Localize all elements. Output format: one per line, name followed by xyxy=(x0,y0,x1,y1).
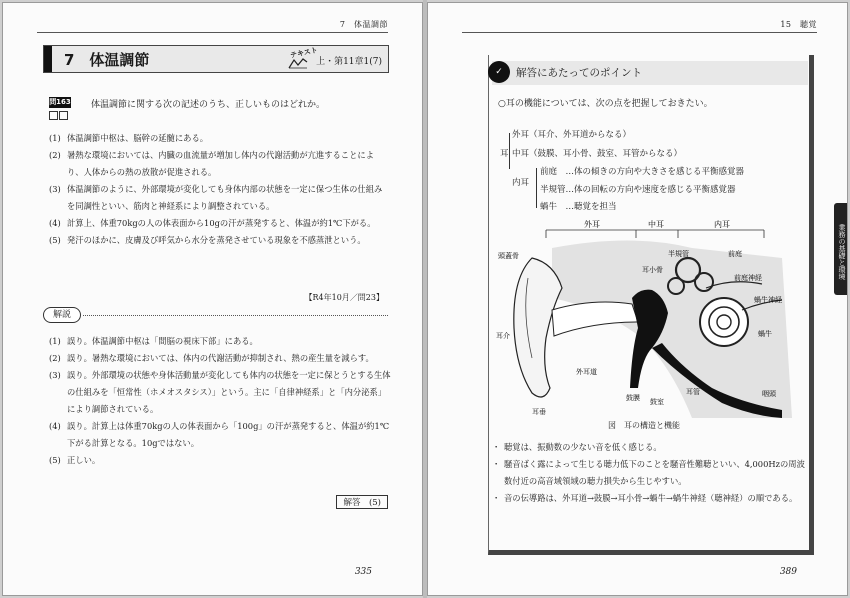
right-page xyxy=(427,2,848,596)
answer-box: 解答 (5) xyxy=(336,495,388,509)
bullet-item: ・ 騒音ばく露によって生じる聴力低下のことを騒音性難聴といい、4,000Hzの周波数付近の高音域領域の聴力損失から生じやすい。 xyxy=(492,459,805,486)
running-head: 7 体温調節 xyxy=(339,20,388,29)
option-item: (2) 暑熱な環境においては、内臓の血流量が増加し体内の代謝活動が亢進することにより、人体からの熱の放散が促進される。 xyxy=(49,150,374,177)
textbook-reference: 上・第11章1(7) xyxy=(316,57,382,67)
checkbox-row xyxy=(49,111,68,120)
region-middle-ear: 中耳 xyxy=(648,220,664,229)
question-source: 【R4年10月／問23】 xyxy=(304,293,384,302)
running-head-rule xyxy=(37,32,388,33)
label-cochlea: 蝸牛 xyxy=(758,330,772,338)
checkmark-icon: ✓ xyxy=(488,61,510,83)
page-number: 335 xyxy=(354,567,372,577)
point-intro: ○耳の機能については、次の点を把握しておきたい。 xyxy=(498,99,713,109)
pencil-icon xyxy=(288,58,308,69)
region-inner-ear: 内耳 xyxy=(714,220,730,229)
option-item: (4) 計算上、体重70kgの人の体表面から10gの汗が蒸発すると、体温が約1℃下がる。 xyxy=(49,218,376,228)
explanation-item: (3) 誤り。外部環境の状態や身体活動量が変化しても体内の状態を一定に保とうとする生体の仕組みを「恒常性（ホメオスタシス）」という。主に「自律神経系」と「内分泌系」により調節されている。 xyxy=(49,370,391,414)
label-semicircular: 半規管 xyxy=(668,250,689,258)
side-index-tab[interactable]: 業務の基礎と環境 xyxy=(834,203,847,295)
point-bullets xyxy=(492,439,808,507)
label-eustachian: 耳管 xyxy=(686,388,700,396)
label-vestibule: 前庭 xyxy=(728,250,742,258)
textbook-label: テキスト xyxy=(289,45,319,60)
checkbox[interactable] xyxy=(59,111,68,120)
ear-diagram xyxy=(492,218,810,423)
explanation-item: (1) 誤り。体温調節中枢は「間脳の視床下部」にある。 xyxy=(49,336,258,346)
tree-inner-item: 蝸牛 …聴覚を担当 xyxy=(540,202,617,212)
explanation-rule xyxy=(83,315,388,316)
left-page xyxy=(2,2,423,596)
label-skull: 頭蓋骨 xyxy=(498,252,519,260)
chapter-marker xyxy=(44,46,52,72)
tree-bracket xyxy=(509,133,510,169)
label-eardrum: 鼓膜 xyxy=(626,394,640,402)
option-item: (1) 体温調節中枢は、脳幹の延髄にある。 xyxy=(49,133,209,143)
explanation-item: (2) 誤り。暑熱な環境においては、体内の代謝活動が抑制され、熱の産生量を減らす。 xyxy=(49,353,374,363)
running-head-rule xyxy=(462,32,817,33)
tree-outer-ear: 外耳（耳介、外耳道からなる） xyxy=(512,130,632,140)
tree-inner-ear: 内耳 xyxy=(512,178,530,188)
question-options xyxy=(49,130,389,249)
tree-middle-ear: 中耳（鼓膜、耳小骨、鼓室、耳管からなる） xyxy=(512,149,683,159)
tree-bracket xyxy=(536,168,537,208)
tree-inner-item: 半規管…体の回転の方向や速度を感じる平衡感覚器 xyxy=(540,185,736,195)
question-stem: 体温調節に関する次の記述のうち、正しいものはどれか。 xyxy=(91,100,326,110)
page-number: 389 xyxy=(779,567,797,577)
bullet-item: ・ 音の伝導路は、外耳道→鼓膜→耳小骨→蝸牛→蝸牛神経（聴神経）の順である。 xyxy=(492,493,798,503)
label-ear-canal: 外耳道 xyxy=(576,368,597,376)
option-item: (3) 体温調節のように、外部環境が変化しても身体内部の状態を一定に保つ生体の仕組みを同調性といい、筋肉と神経系により調整されている。 xyxy=(49,184,383,211)
option-item: (5) 発汗のほかに、皮膚及び呼気から水分を蒸発させている現象を不感蒸泄という。 xyxy=(49,235,366,245)
label-ossicles: 耳小骨 xyxy=(642,266,663,274)
tree-inner-item: 前庭 …体の傾きの方向や大きさを感じる平衡感覚器 xyxy=(540,167,745,177)
explanation-list xyxy=(49,333,391,469)
label-auricle: 耳介 xyxy=(496,332,510,340)
running-head: 15 聴覚 xyxy=(780,20,817,29)
region-outer-ear: 外耳 xyxy=(584,220,600,229)
chapter-title: 7 体温調節 xyxy=(64,51,150,69)
label-vestibular-nerve: 前庭神経 xyxy=(734,274,762,282)
question-badge: 問163 xyxy=(49,98,71,106)
figure-caption: 図 耳の構造と機能 xyxy=(608,421,680,430)
tree-root: 耳 xyxy=(500,149,509,159)
point-title: 解答にあたってのポイント xyxy=(516,67,642,79)
explanation-item: (5) 正しい。 xyxy=(49,455,101,465)
bullet-item: ・ 聴覚は、振動数の少ない音を低く感じる。 xyxy=(492,442,662,452)
explanation-label: 解説 xyxy=(43,307,81,323)
chapter-header xyxy=(43,45,389,73)
label-cochlear-nerve: 蝸牛神経 xyxy=(754,296,782,304)
label-pharynx: 咽頭 xyxy=(762,390,776,398)
label-earlobe: 耳垂 xyxy=(532,408,546,416)
checkbox[interactable] xyxy=(49,111,58,120)
label-tympanic: 鼓室 xyxy=(650,398,664,406)
explanation-item: (4) 誤り。計算上は体重70kgの人の体表面から「100g」の汗が蒸発すると、体温が約1℃下がる計算となる。10gではない。 xyxy=(49,421,390,448)
